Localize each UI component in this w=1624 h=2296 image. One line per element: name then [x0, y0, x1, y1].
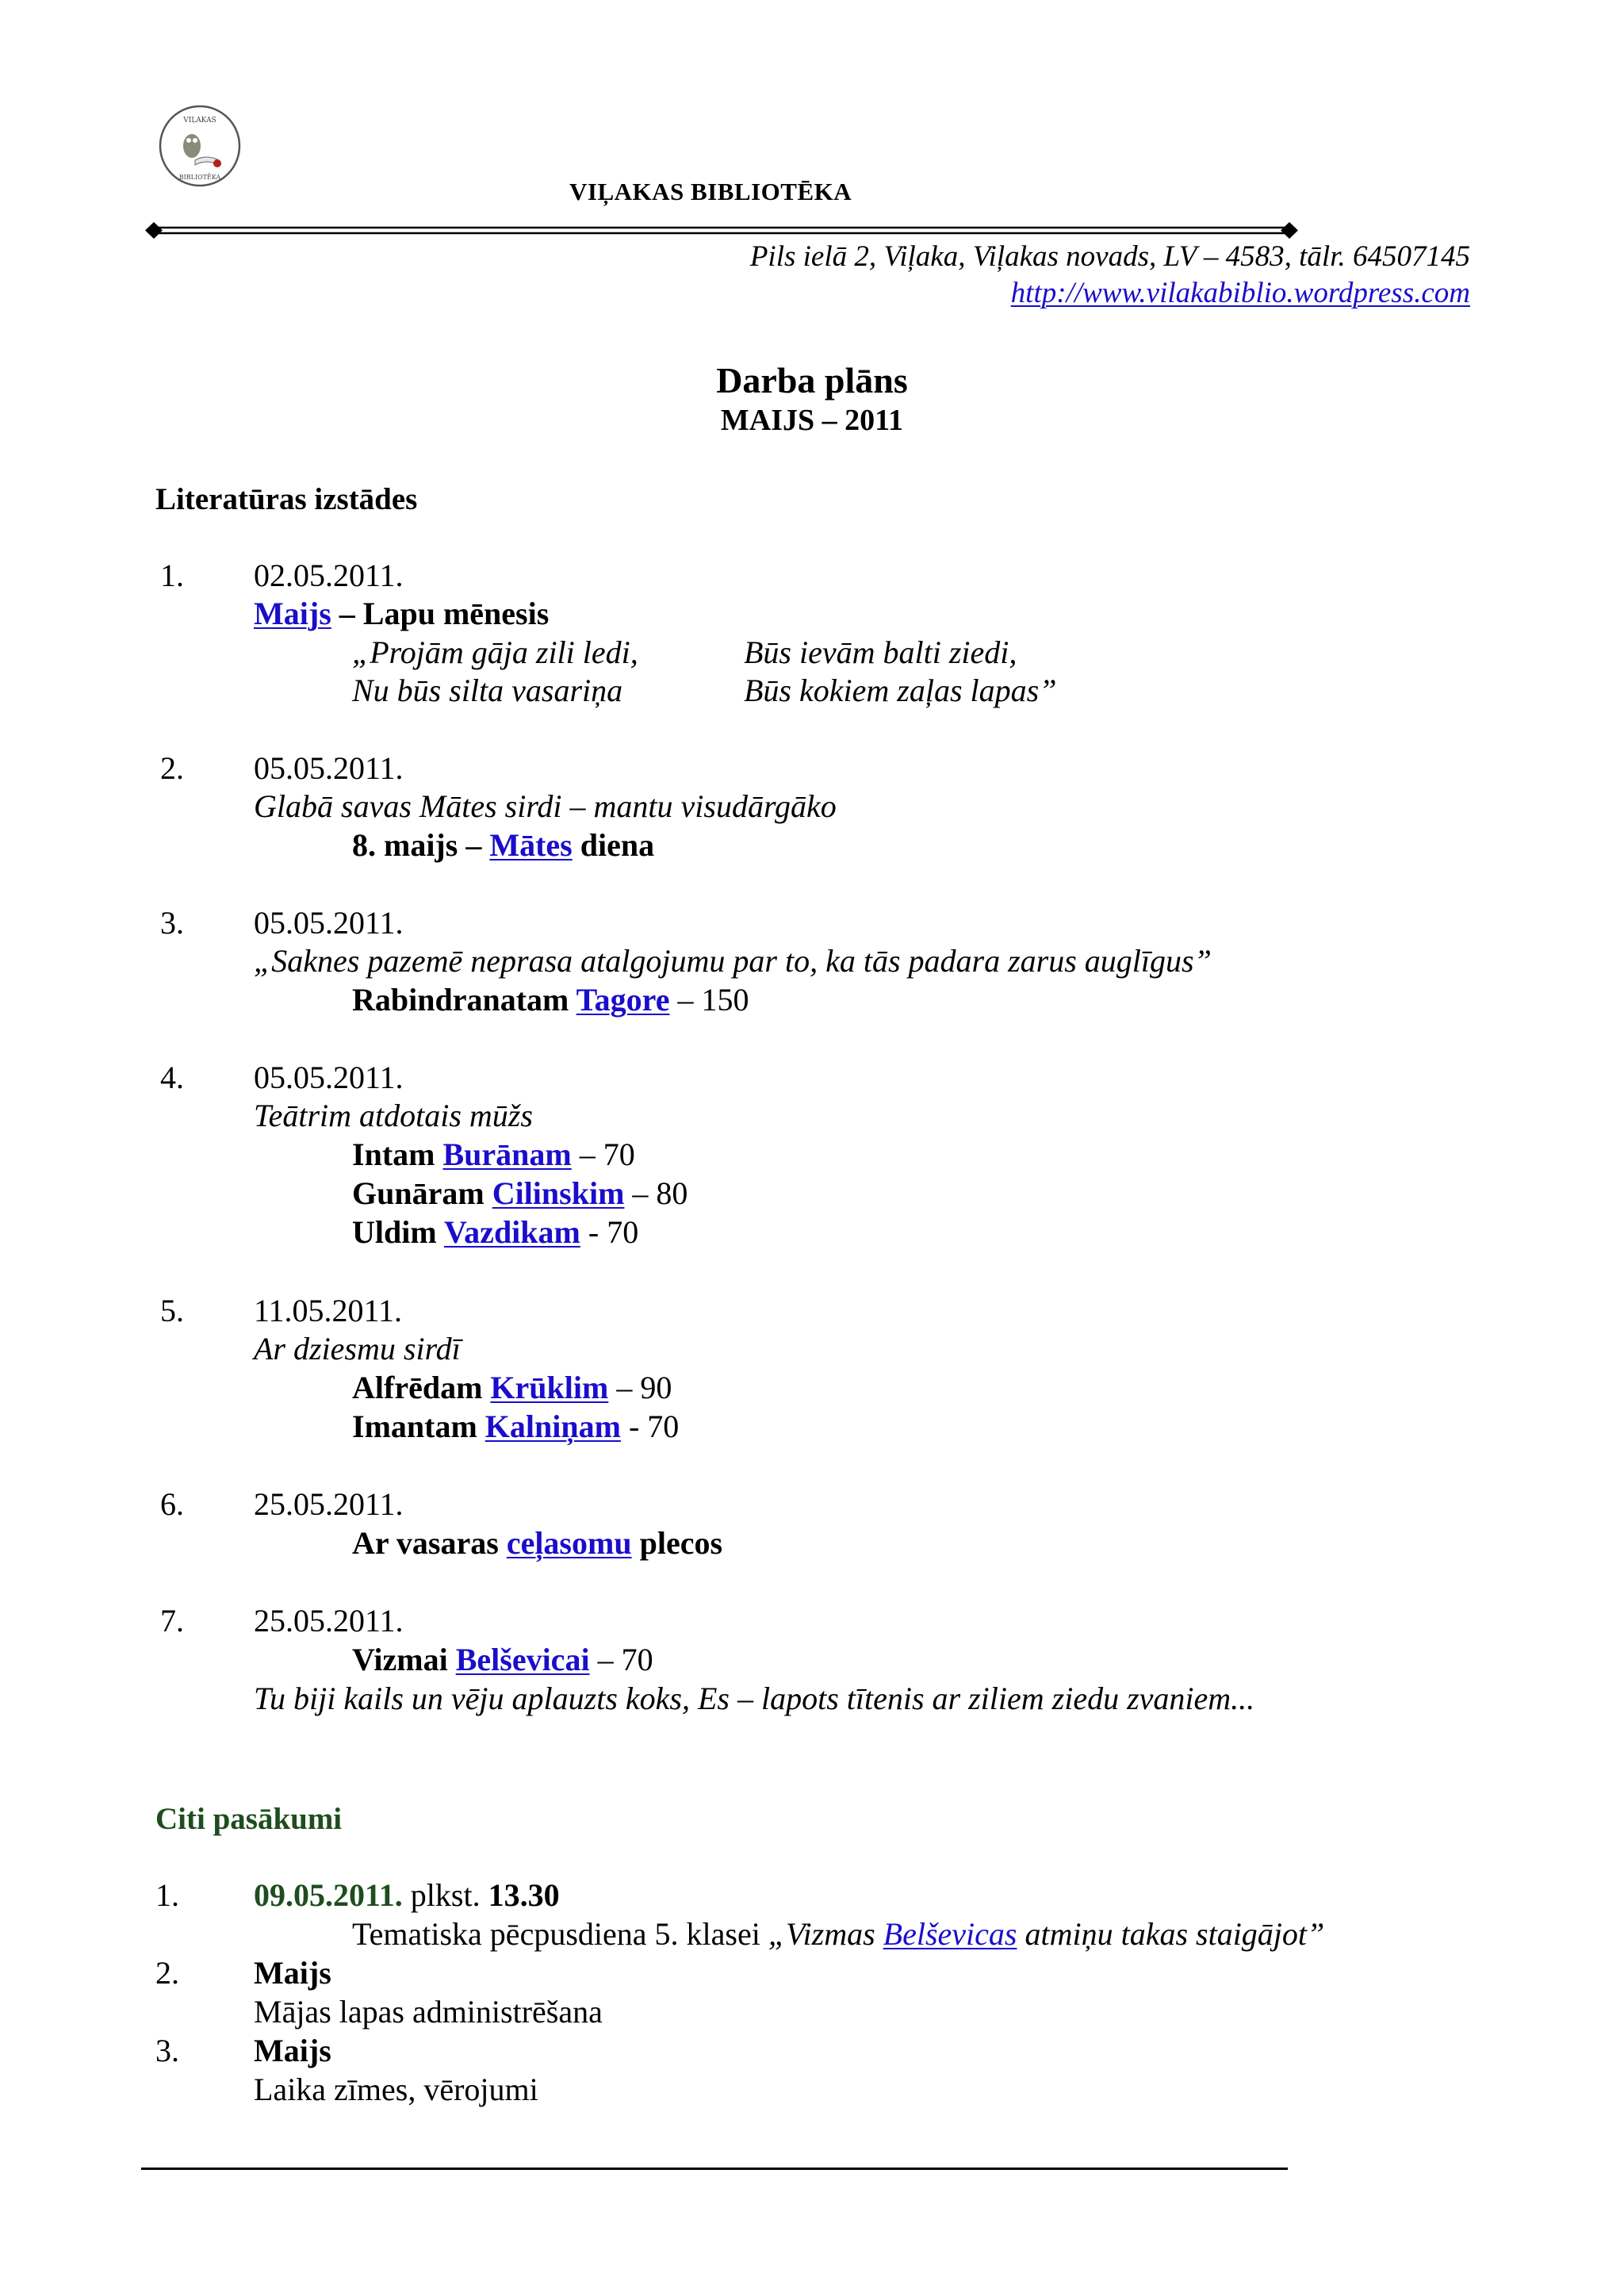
subject-post: diena — [572, 827, 655, 863]
item-person — [352, 1408, 679, 1446]
person-first-name: Alfrēdam — [352, 1370, 491, 1405]
maijs-link[interactable]: Maijs — [254, 596, 331, 631]
item-person — [352, 1175, 688, 1213]
item-subject — [352, 981, 749, 1019]
item-number: 7. — [160, 1603, 184, 1639]
person-age: – 80 — [624, 1175, 688, 1211]
poem-line: Būs kokiem zaļas lapas” — [744, 673, 1057, 708]
person-first-name: Gunāram — [352, 1175, 492, 1211]
kalninam-link[interactable]: Kalniņam — [485, 1409, 621, 1444]
item-date: 02.05.2011. — [254, 558, 404, 593]
event-number: 1. — [155, 1877, 179, 1913]
item-date: 05.05.2011. — [254, 1060, 404, 1095]
library-website-link[interactable]: http://www.vilakabiblio.wordpress.com — [1010, 277, 1470, 309]
event-desc-quote-start: „Vizmas — [768, 1916, 883, 1952]
item-date: 25.05.2011. — [254, 1486, 404, 1522]
event-number: 3. — [155, 2033, 179, 2068]
item-person — [352, 1369, 672, 1407]
item-theme: „Saknes pazemē neprasa atalgojumu par to, ka tās padara zarus auglīgus” — [254, 943, 1212, 979]
event-desc-pre: Tematiska pēcpusdiena 5. klasei — [352, 1916, 768, 1952]
person-age: - 70 — [620, 1409, 680, 1444]
event-title: Maijs — [254, 1955, 331, 1991]
item-date: 05.05.2011. — [254, 905, 404, 941]
subject-pre: Ar vasaras — [352, 1525, 507, 1561]
tagore-link[interactable]: Tagore — [576, 982, 670, 1018]
mates-link[interactable]: Mātes — [489, 827, 573, 863]
vazdikam-link[interactable]: Vazdikam — [443, 1214, 580, 1250]
item-title-rest: – Lapu mēnesis — [331, 596, 550, 631]
event-datetime — [254, 1876, 560, 1915]
footer-rule — [141, 2168, 1288, 2170]
page-subtitle: MAIJS – 2011 — [720, 404, 904, 437]
event-title: Maijs — [254, 2033, 331, 2068]
item-date: 05.05.2011. — [254, 750, 404, 786]
subject-post: – 150 — [669, 982, 749, 1018]
subject-post: – 70 — [589, 1642, 653, 1677]
person-age: – 90 — [608, 1370, 672, 1405]
library-name: VIĻAKAS BIBLIOTĒKA — [569, 178, 852, 205]
event-number: 2. — [155, 1955, 179, 1991]
item-subject — [352, 1641, 653, 1679]
celasomu-link[interactable]: ceļasomu — [506, 1525, 632, 1561]
events-heading: Citi pasākumi — [155, 1802, 343, 1836]
belsevicas-link[interactable]: Belševicas — [883, 1916, 1017, 1952]
library-address: Pils ielā 2, Viļaka, Viļakas novads, LV – 4583, tālr. 64507145 — [749, 240, 1470, 273]
subject-pre: Vizmai — [352, 1642, 456, 1677]
poem-line: Būs ievām balti ziedi, — [744, 634, 1017, 670]
library-logo — [157, 102, 243, 190]
item-theme: Ar dziesmu sirdī — [254, 1331, 461, 1366]
buranam-link[interactable]: Burānam — [442, 1137, 572, 1172]
item-subject — [352, 826, 654, 864]
person-age: - 70 — [580, 1214, 639, 1250]
item-title — [254, 595, 549, 633]
kruklim-link[interactable]: Krūklim — [490, 1370, 609, 1405]
poem-line: „Projām gāja zili ledi, — [352, 634, 638, 670]
event-time: 13.30 — [488, 1877, 560, 1913]
item-number: 2. — [160, 750, 184, 786]
person-first-name: Uldim — [352, 1214, 444, 1250]
event-description — [352, 1915, 1324, 1953]
item-person — [352, 1213, 638, 1251]
logo-bottom-text: BIBLIOTĒKA — [178, 174, 221, 181]
logo-top-text: VIĻAKAS — [183, 117, 216, 125]
subject-pre: Rabindranatam — [352, 982, 576, 1018]
item-number: 6. — [160, 1486, 184, 1522]
item-number: 3. — [160, 905, 184, 941]
event-description: Laika zīmes, vērojumi — [254, 2072, 538, 2107]
exhibitions-heading: Literatūras izstādes — [155, 482, 418, 516]
item-subject — [352, 1524, 722, 1562]
person-first-name: Intam — [352, 1137, 443, 1172]
item-person — [352, 1136, 635, 1174]
person-first-name: Imantam — [352, 1409, 485, 1444]
event-time-label: plkst. — [402, 1877, 488, 1913]
item-number: 4. — [160, 1060, 184, 1095]
item-number: 5. — [160, 1293, 184, 1328]
poem-line: Nu būs silta vasariņa — [352, 673, 623, 708]
item-theme: Teātrim atdotais mūžs — [254, 1098, 533, 1133]
event-date: 09.05.2011. — [254, 1877, 403, 1913]
event-description: Mājas lapas administrēšana — [254, 1994, 603, 2030]
item-date: 11.05.2011. — [254, 1293, 403, 1328]
person-age: – 70 — [571, 1137, 635, 1172]
event-desc-quote-end: atmiņu takas staigājot” — [1017, 1916, 1325, 1952]
subject-pre: 8. maijs – — [352, 827, 490, 863]
belsevicai-link[interactable]: Belševicai — [455, 1642, 590, 1677]
item-number: 1. — [160, 558, 184, 593]
subject-post: plecos — [631, 1525, 723, 1561]
cilinskim-link[interactable]: Cilinskim — [492, 1175, 625, 1211]
item-quote: Tu biji kails un vēju aplauzts koks, Es – lapots tītenis ar ziliem ziedu zvaniem... — [254, 1681, 1255, 1716]
item-theme: Glabā savas Mātes sirdi – mantu visudārgāko — [254, 788, 837, 824]
item-date: 25.05.2011. — [254, 1603, 404, 1639]
page-title: Darba plāns — [716, 360, 908, 401]
